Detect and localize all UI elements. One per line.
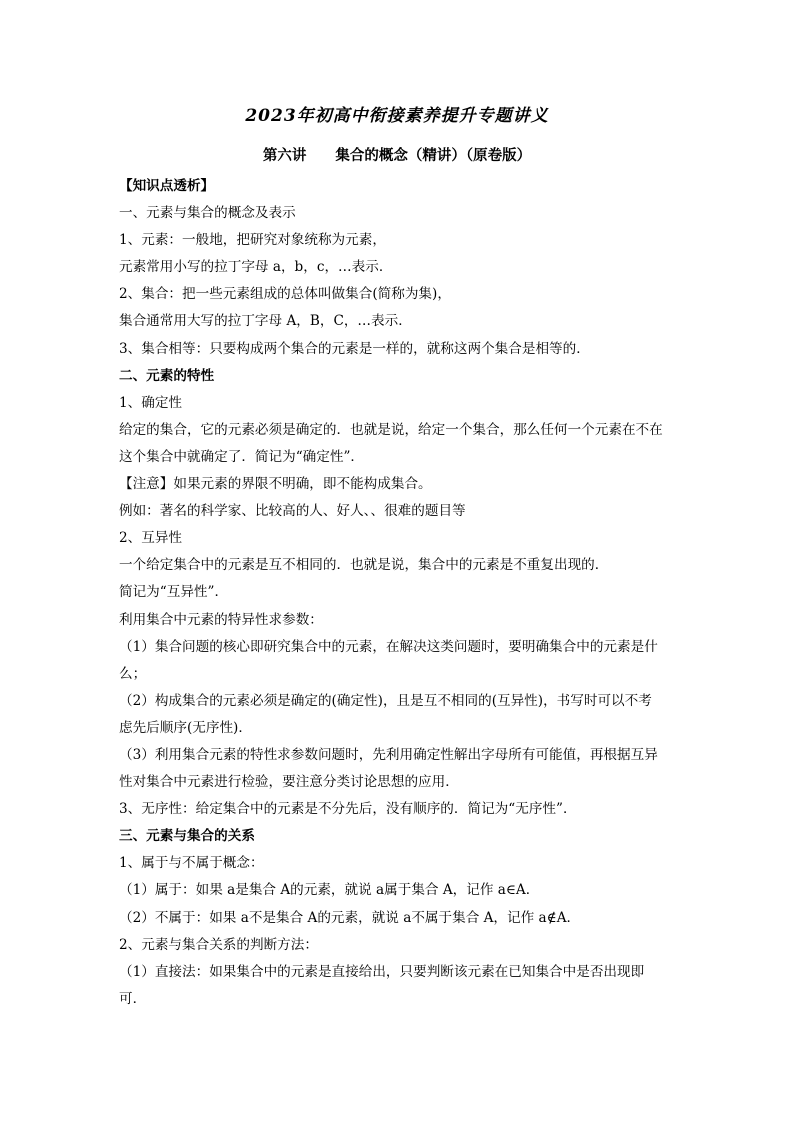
lecture-subtitle: 第六讲 集合的概念（精讲）（原卷版） [262, 147, 532, 164]
text-line: 三、元素与集合的关系 [119, 828, 255, 845]
text-line: 1、属于与不属于概念： [119, 855, 264, 872]
text-line: （1）直接法：如果集合中的元素是直接给出，只要判断该元素在已知集合中是否出现即 [119, 963, 645, 980]
text-line: 2、互异性 [119, 530, 183, 547]
text-line: 这个集合中就确定了．简记为“确定性”． [119, 448, 364, 465]
text-line: 例如：著名的科学家、比较高的人、好人、、很难的题目等 [119, 503, 466, 520]
document-title: 2023年初高中衔接素养提升专题讲义 [245, 106, 549, 126]
text-line: 【注意】如果元素的界限不明确，即不能构成集合。 [119, 476, 432, 493]
text-line: 【知识点透析】 [119, 178, 215, 194]
text-line: 2、元素与集合关系的判断方法： [119, 936, 318, 953]
text-line: 给定的集合，它的元素必须是确定的．也就是说，给定一个集合，那么任何一个元素在不在 [119, 421, 663, 438]
document-body [119, 173, 679, 1013]
text-line: 3、无序性：给定集合中的元素是不分先后，没有顺序的．简记为“无序性”． [119, 801, 577, 818]
text-line: 一、元素与集合的概念及表示 [119, 205, 296, 222]
text-line: （2）构成集合的元素必须是确定的(确定性)，且是互不相同的(互异性)，书写时可以不考 [119, 692, 652, 709]
text-line: 集合通常用大写的拉丁字母 A，B，C，…表示． [119, 313, 412, 330]
text-line: 一个给定集合中的元素是互不相同的．也就是说，集合中的元素是不重复出现的． [119, 557, 609, 574]
text-line: 么； [119, 665, 147, 682]
text-line: （1）集合问题的核心即研究集合中的元素，在解决这类问题时，要明确集合中的元素是什 [119, 638, 658, 655]
text-line: （2）不属于：如果 a不是集合 A的元素，就说 a不属于集合 A，记作 a∉A． [119, 909, 581, 926]
text-line: 性对集合中元素进行检验，要注意分类讨论思想的应用． [119, 774, 459, 791]
text-line: 1、元素：一般地，把研究对象统称为元素， [119, 232, 386, 249]
text-line: 1、确定性 [119, 394, 183, 411]
text-line: 利用集合中元素的特异性求参数： [119, 611, 323, 628]
text-line: 虑先后顺序(无序性)． [119, 719, 252, 736]
text-line: 元素常用小写的拉丁字母 a，b，c，…表示． [119, 259, 393, 276]
text-line: 2、集合：把一些元素组成的总体叫做集合(简称为集)， [119, 286, 451, 303]
text-line: 3、集合相等：只要构成两个集合的元素是一样的，就称这两个集合是相等的． [119, 340, 590, 357]
text-line: 二、元素的特性 [119, 367, 215, 384]
text-line: 简记为“互异性”． [119, 584, 229, 601]
text-line: （3）利用集合元素的特性求参数问题时，先利用确定性解出字母所有可能值，再根据互异 [119, 746, 658, 763]
text-line: 可． [119, 990, 147, 1007]
text-line: （1）属于：如果 a是集合 A的元素，就说 a属于集合 A，记作 a∈A． [119, 882, 540, 899]
